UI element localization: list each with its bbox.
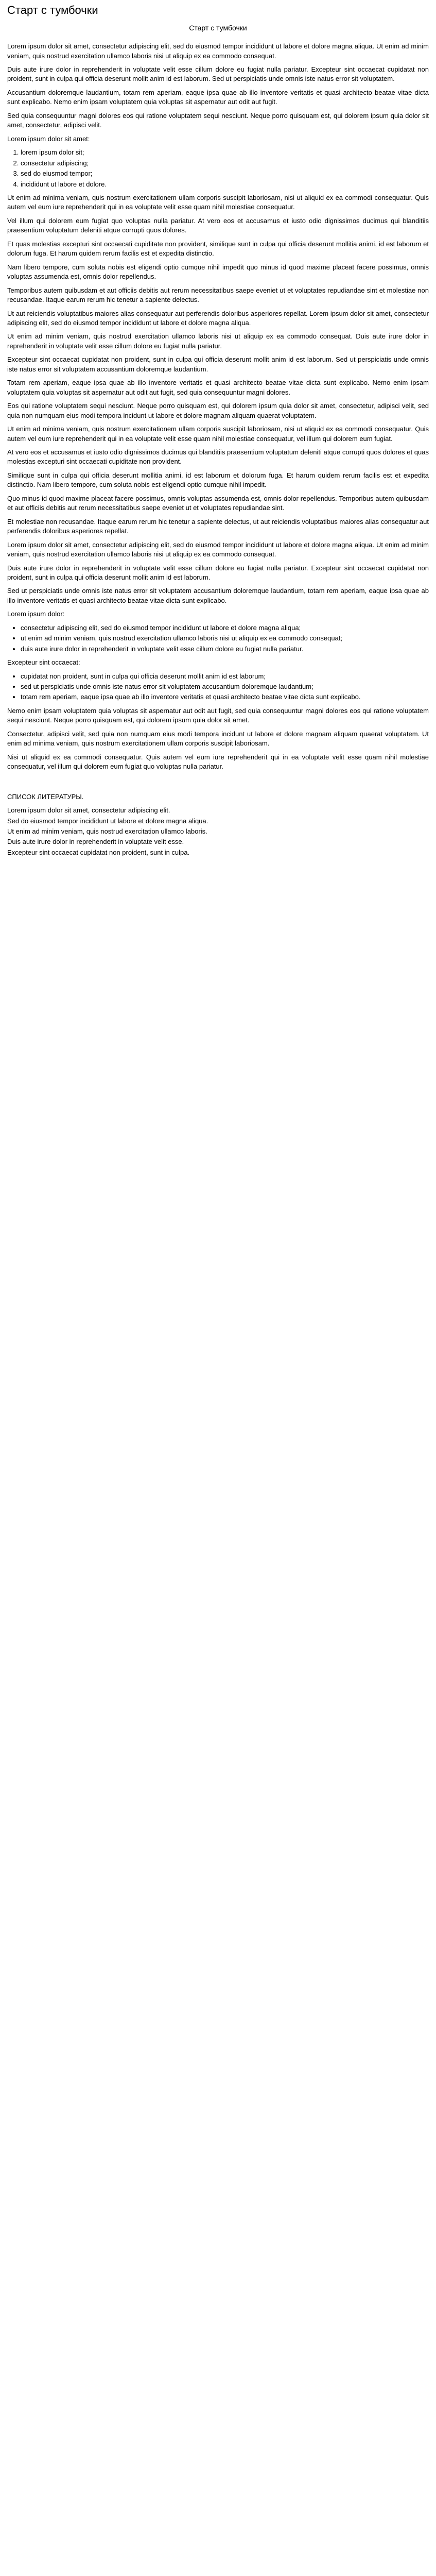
list-item: 2. consectetur adipiscing; [21,159,429,168]
list-heading: Excepteur sint occaecat: [7,658,80,667]
phases-heading: Lorem ipsum dolor sit amet: [7,134,90,143]
page-title: Старт с тумбочки [7,4,98,16]
paragraph: Ut aut reiciendis voluptatibus maiores alias consequatur aut perferendis doloribus asperiores repellat. Lorem ipsum dolor sit amet, consectetur adipiscing elit, sed do eiusmod tempor incididunt ut labore et dolore magna aliqua. [7,309,429,327]
paragraph: Nemo enim ipsam voluptatem quia voluptas sit aspernatur aut odit aut fugit, sed quia consequuntur magni dolores eos qui ratione voluptatem sequi nesciunt. Neque porro quisquam est, qui dolorem ipsum quia dolor sit amet. [7,706,429,724]
paragraph: Similique sunt in culpa qui officia deserunt mollitia animi, id est laborum et dolorum fuga. Et harum quidem rerum facilis est et expedita distinctio. Nam libero tempore, cum soluta nobis est eligendi optio cumque nihil impedit. [7,471,429,489]
paragraph: Vel illum qui dolorem eum fugiat quo voluptas nulla pariatur. At vero eos et accusamus et iusto odio dignissimos ducimus qui blanditiis praesentium voluptatum deleniti atque corrupti quos dolores. [7,216,429,234]
paragraph: Ut enim ad minim veniam, quis nostrud exercitation ullamco laboris nisi ut aliquip ex ea commodo consequat. Duis aute irure dolor in reprehenderit in voluptate velit esse cillum dolore eu fugiat nulla pariatur. [7,332,429,350]
paragraph: Et quas molestias excepturi sint occaecati cupiditate non provident, similique sunt in culpa qui officia deserunt mollitia animi, id est laborum et dolorum fuga. Et harum quidem rerum facilis est et expedita distinctio. [7,240,429,258]
paragraph: Lorem ipsum dolor sit amet, consectetur adipiscing elit, sed do eiusmod tempor incididunt ut labore et dolore magna aliqua. Ut enim ad minim veniam, quis nostrud exercitation ullamco laboris nisi ut aliquip ex ea commodo consequat. [7,42,429,60]
paragraph: Consectetur, adipisci velit, sed quia non numquam eius modi tempora incidunt ut labore et dolore magnam aliquam quaerat voluptatem. Ut enim ad minima veniam, quis nostrum exercitationem ullam corporis suscipit laboriosam. [7,730,429,748]
list-item: 3. sed do eiusmod tempor; [21,169,429,178]
reference-item: Ut enim ad minim veniam, quis nostrud exercitation ullamco laboris. [7,827,207,836]
paragraph: At vero eos et accusamus et iusto odio dignissimos ducimus qui blanditiis praesentium voluptatum deleniti atque corrupti quos dolores et quas molestias excepturi sint occaecati cupiditate non provident. [7,448,429,466]
body-section [7,193,429,605]
reference-item: Lorem ipsum dolor sit amet, consectetur adipiscing elit. [7,806,170,815]
references-list [7,806,429,857]
list-heading: Lorem ipsum dolor: [7,610,65,618]
bullet-list [7,623,429,654]
paragraph: Lorem ipsum dolor sit amet, consectetur adipiscing elit, sed do eiusmod tempor incididunt ut labore et dolore magna aliqua. Ut enim ad minim veniam, quis nostrud exercitation ullamco laboris nisi ut aliquip ex ea commodo consequat. [7,540,429,558]
paragraph: Accusantium doloremque laudantium, totam rem aperiam, eaque ipsa quae ab illo inventore veritatis et quasi architecto beatae vitae dicta sunt explicabo. Nemo enim ipsam voluptatem quia voluptas sit aspernatur aut odit aut fugit. [7,88,429,106]
list-item: 1. lorem ipsum dolor sit; [21,148,429,157]
paragraph: Nam libero tempore, cum soluta nobis est eligendi optio cumque nihil impedit quo minus id quod maxime placeat facere possimus, omnis voluptas assumenda est, omnis dolor repellendus. [7,263,429,281]
list-item: • cupidatat non proident, sunt in culpa qui officia deserunt mollit anim id est laborum; [21,672,429,681]
paragraph: Duis aute irure dolor in reprehenderit in voluptate velit esse cillum dolore eu fugiat nulla pariatur. Excepteur sint occaecat cupidatat non proident, sunt in culpa qui officia deserunt mollit anim id est laborum. [7,564,429,581]
list-item: • ut enim ad minim veniam, quis nostrud exercitation ullamco laboris nisi ut aliquip ex ea commodo consequat; [21,634,429,643]
paragraph: Temporibus autem quibusdam et aut officiis debitis aut rerum necessitatibus saepe eveniet ut et voluptates repudiandae sint et molestiae non recusandae. Itaque earum rerum hic tenetur a sapiente delectus. [7,286,429,304]
paragraph: Totam rem aperiam, eaque ipsa quae ab illo inventore veritatis et quasi architecto beatae vitae dicta sunt explicabo. Nemo enim ipsam voluptatem quia voluptas sit aspernatur aut odit aut fugit, sed quia consequuntur magni dolores. [7,379,429,396]
reference-item: Sed do eiusmod tempor incididunt ut labore et dolore magna aliqua. [7,817,208,825]
list-item: • duis aute irure dolor in reprehenderit in voluptate velit esse cillum dolore eu fugiat nulla pariatur. [21,645,429,654]
closing-section [7,706,429,772]
paragraph: Eos qui ratione voluptatem sequi nesciunt. Neque porro quisquam est, qui dolorem ipsum quia dolor sit amet, consectetur, adipisci velit, sed quia non numquam eius modi tempora incidunt ut labore et dolore magnam aliquam quaerat voluptatem. [7,402,429,419]
references-heading: СПИСОК ЛИТЕРАТУРЫ. [7,792,84,801]
article-subtitle: Старт с тумбочки [189,24,247,32]
paragraph: Duis aute irure dolor in reprehenderit in voluptate velit esse cillum dolore eu fugiat nulla pariatur. Excepteur sint occaecat cupidatat non proident, sunt in culpa qui officia deserunt mollit anim id est laborum. Sed ut perspiciatis unde omnis iste natus error sit voluptatem. [7,65,429,83]
reference-item: Duis aute irure dolor in reprehenderit in voluptate velit esse. [7,838,184,846]
list-item: 4. incididunt ut labore et dolore. [21,180,429,189]
bullet-list [7,672,429,702]
intro-section [7,42,429,130]
paragraph: Quo minus id quod maxime placeat facere possimus, omnis voluptas assumenda est, omnis dolor repellendus. Temporibus autem quibusdam et aut officiis debitis aut rerum necessitatibus saepe eveniet ut et voluptates repudiandae sint. [7,494,429,512]
paragraph: Et molestiae non recusandae. Itaque earum rerum hic tenetur a sapiente delectus, ut aut reiciendis voluptatibus maiores alias consequatur aut perferendis doloribus asperiores repellat. [7,517,429,535]
list-item: • consectetur adipiscing elit, sed do eiusmod tempor incididunt ut labore et dolore magna aliqua; [21,623,429,633]
list-item: • sed ut perspiciatis unde omnis iste natus error sit voluptatem accusantium doloremque laudantium; [21,682,429,691]
paragraph: Ut enim ad minima veniam, quis nostrum exercitationem ullam corporis suscipit laboriosam, nisi ut aliquid ex ea commodi consequatur. Quis autem vel eum iure reprehenderit qui in ea voluptate velit esse quam nihil molestiae consequatur. [7,194,429,211]
paragraph: Ut enim ad minima veniam, quis nostrum exercitationem ullam corporis suscipit laboriosam, nisi ut aliquid ex ea commodi consequatur. Quis autem vel eum iure reprehenderit qui in ea voluptate velit esse quam nihil molestiae consequatur, vel illum qui dolorem eum fugiat. [7,425,429,443]
paragraph: Sed quia consequuntur magni dolores eos qui ratione voluptatem sequi nesciunt. Neque porro quisquam est, qui dolorem ipsum quia dolor sit amet, consectetur, adipisci velit. [7,111,429,129]
list-item: • totam rem aperiam, eaque ipsa quae ab illo inventore veritatis et quasi architecto beatae vitae dicta sunt explicabo. [21,692,429,702]
reference-item: Excepteur sint occaecat cupidatat non proident, sunt in culpa. [7,848,190,856]
paragraph: Nisi ut aliquid ex ea commodi consequatur. Quis autem vel eum iure reprehenderit qui in ea voluptate velit esse quam nihil molestiae consequatur, vel illum qui dolorem eum fugiat quo voluptas nulla pariatur. [7,753,429,771]
paragraph: Sed ut perspiciatis unde omnis iste natus error sit voluptatem accusantium doloremque laudantium, totam rem aperiam, eaque ipsa quae ab illo inventore veritatis et quasi architecto beatae vitae dicta sunt explicabo. [7,587,429,604]
phases-list [7,148,429,189]
paragraph: Excepteur sint occaecat cupidatat non proident, sunt in culpa qui officia deserunt mollit anim id est laborum. Sed ut perspiciatis unde omnis iste natus error sit voluptatem accusantium doloremque laudantium. [7,355,429,373]
